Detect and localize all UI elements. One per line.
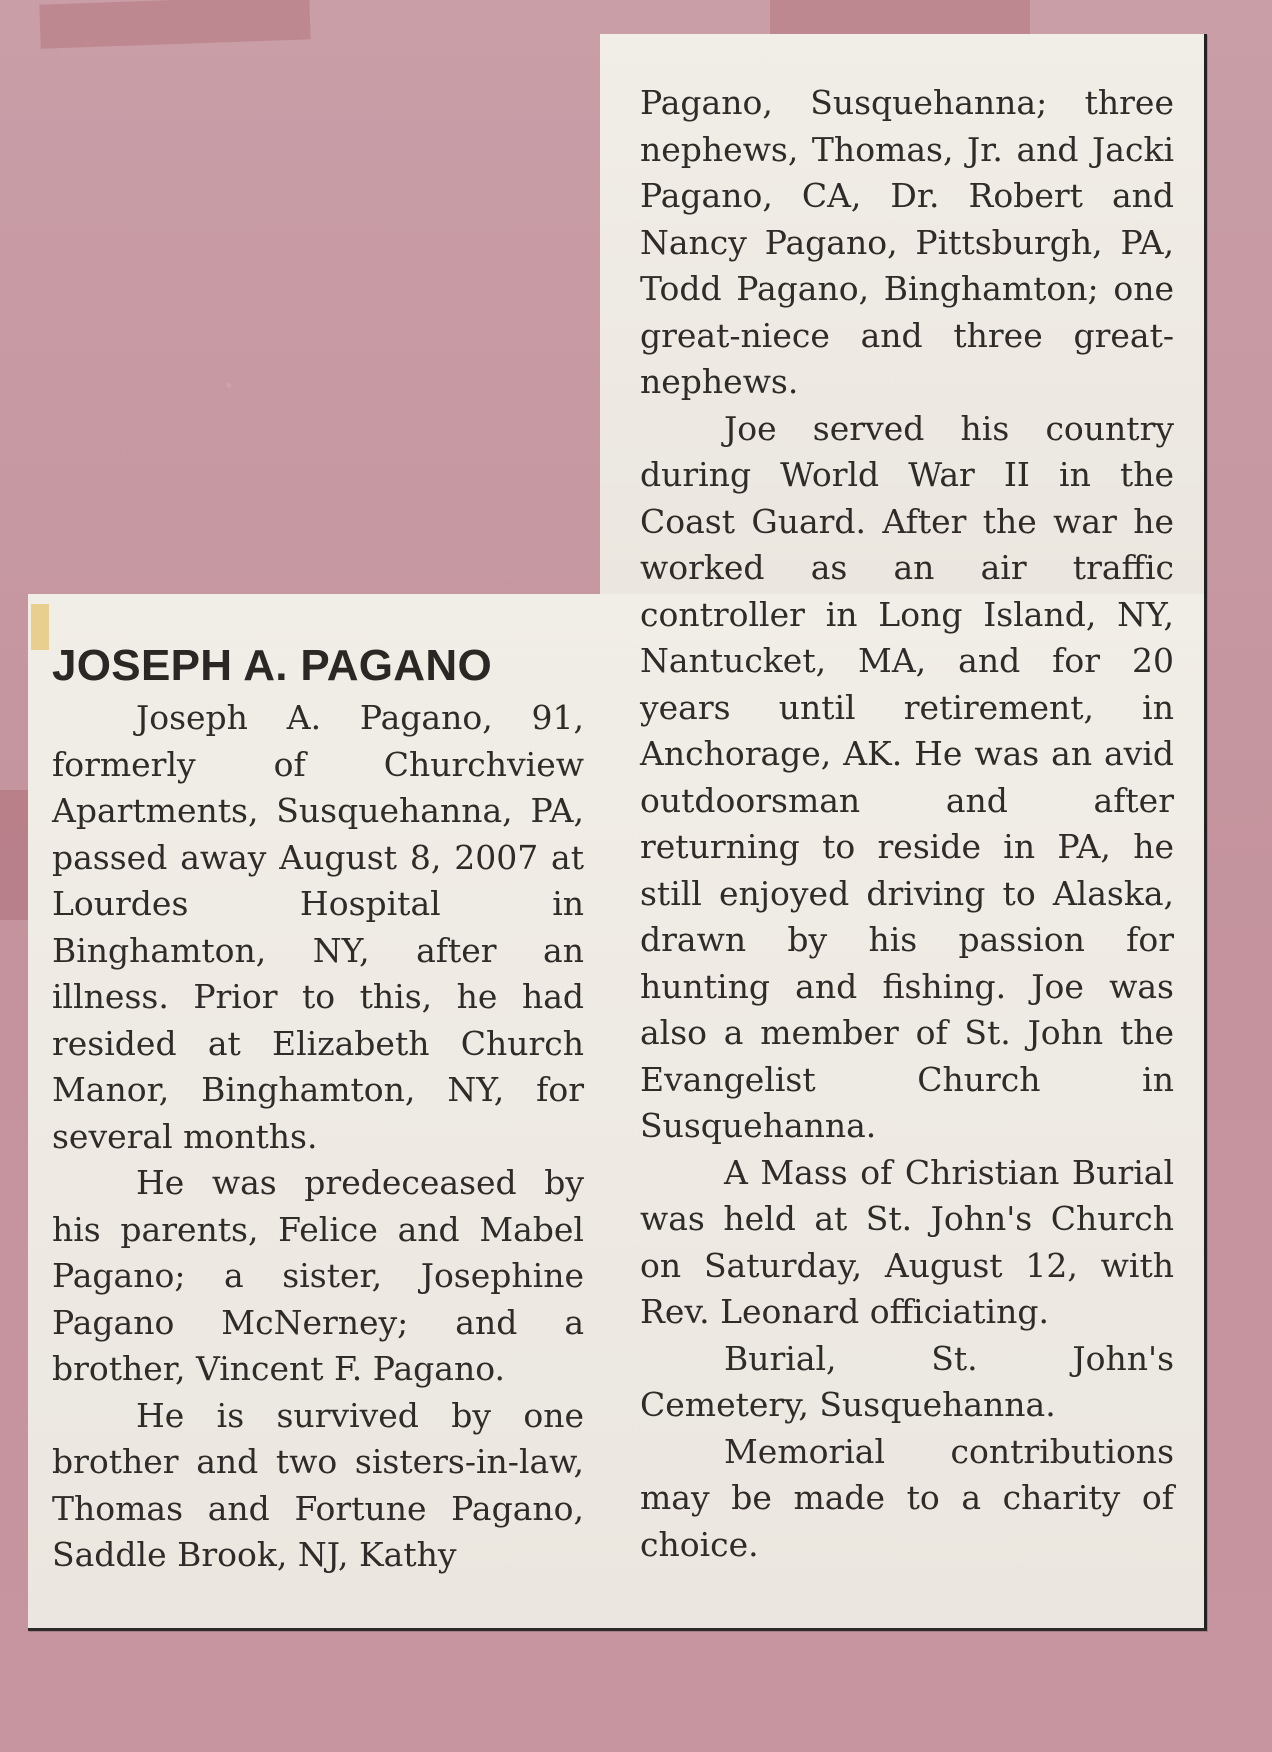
paper-scrap	[31, 604, 49, 650]
obituary-column-right	[640, 80, 1174, 1568]
paragraph: Burial, St. John's Cemetery, Susquehanna.	[640, 1338, 1174, 1424]
paragraph: Joe served his country during World War II in the Coast Guard. After the war he worked as an air traffic controller in Long Island, NY, Nantucket, MA, and for 20 years until retirement, in Anchorage, AK. He was an avid outdoorsman and after returning to reside in PA, he still enjoyed driving to Alaska, drawn by his passion for hunting and fishing. Joe was also a member of St. John the Evangelist Church in Susquehanna.	[640, 408, 1174, 1145]
tape-piece	[39, 0, 310, 49]
paragraph: He was predeceased by his parents, Felice and Mabel Pagano; a sister, Josephine Pagano McNerney; and a brother, Vincent F. Pagano.	[52, 1163, 584, 1388]
paragraph: Joseph A. Pagano, 91, formerly of Churchview Apartments, Susquehanna, PA, passed away August 8, 2007 at Lourdes Hospital in Binghamton, NY, after an illness. Prior to this, he had resided at Elizabeth Church Manor, Binghamton, NY, for several months.	[52, 698, 584, 1156]
paragraph: A Mass of Christian Burial was held at St. John's Church on Saturday, August 12, with Rev. Leonard officiating.	[640, 1152, 1174, 1331]
tape-piece	[770, 0, 1030, 34]
paragraph: He is survived by one brother and two sisters-in-law, Thomas and Fortune Pagano, Saddle Brook, NJ, Kathy	[52, 1395, 584, 1574]
obituary-headline: JOSEPH A. PAGANO	[52, 641, 492, 690]
paragraph: Pagano, Susquehanna; three nephews, Thomas, Jr. and Jacki Pagano, CA, Dr. Robert and Nancy Pagano, Pittsburgh, PA, Todd Pagano, Binghamton; one great-niece and three great-nephews.	[640, 83, 1174, 401]
paragraph: Memorial contributions may be made to a charity of choice.	[640, 1431, 1174, 1564]
obituary-column-left	[52, 695, 584, 1579]
